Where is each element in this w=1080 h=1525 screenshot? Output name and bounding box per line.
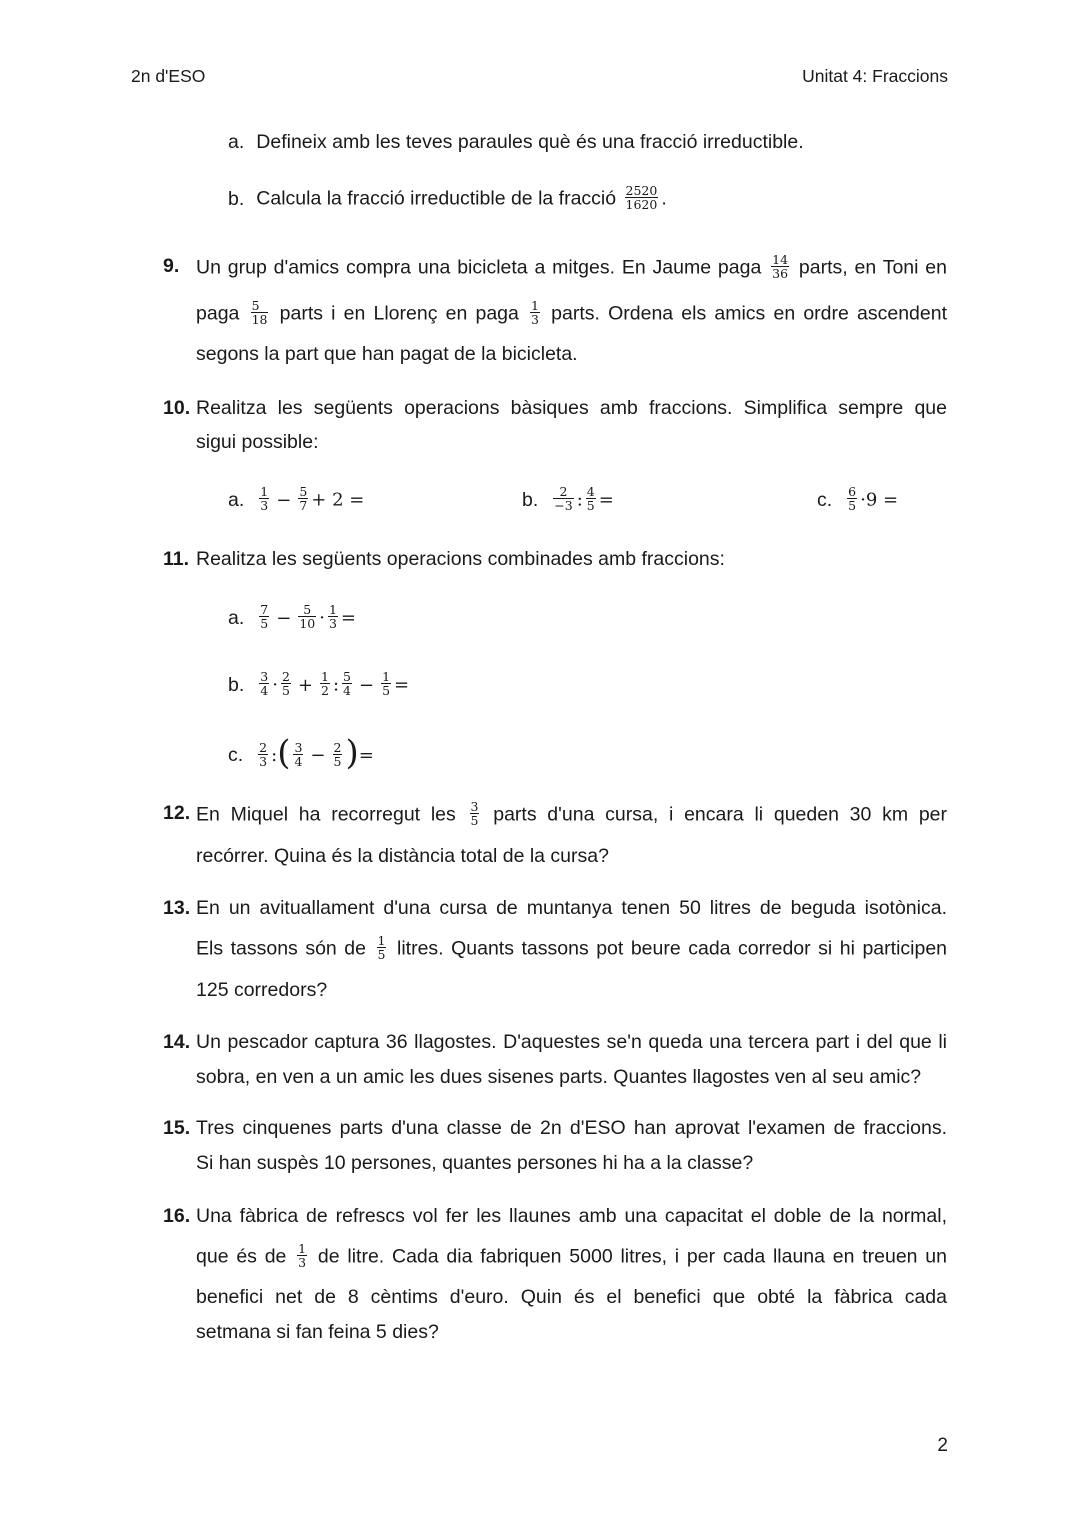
exercise-number: 15. (163, 1117, 191, 1139)
ex10-item-a: a. $\frac{1}{3}$ − $\frac{5}{7}$ + 2 = (228, 484, 365, 513)
ex15-line-2: Si han suspès 10 persones, quantes persones hi ha a la classe? (196, 1152, 754, 1174)
exercise-number: 11. (163, 548, 190, 570)
page-number: 2 (937, 1435, 948, 1456)
ex15-line-1: Tres cinquenes parts d'una classe de 2n d'ESO han aprovat l'examen de fraccions. (196, 1117, 947, 1139)
item-text: Defineix amb les teves paraules què és una fracció irreductible. (256, 131, 804, 153)
fraction: $\frac{2520}{1620}$ (625, 183, 658, 212)
ex13-line-2: Els tassons són de $\frac{1}{5}$ litres. Quants tassons pot beure cada corredor si hi participen (196, 933, 948, 962)
ex11-item-a: a. $\frac{7}{5}$ − $\frac{5}{10}$ · $\frac{1}{3}$ = (228, 602, 356, 631)
ex13-line-3: 125 corredors? (196, 979, 328, 1001)
fraction: $\frac{5}{7}$ (299, 484, 308, 513)
exercise-number: 10. (163, 397, 191, 419)
ex12-line-1: En Miquel ha recorregut les $\frac{3}{5}$ parts d'una cursa, i encara li queden 30 km per (196, 799, 948, 828)
fraction: $\frac{14}{36}$ (772, 252, 789, 281)
ex8-item-a (228, 131, 804, 154)
exercise-number: 12. (163, 802, 191, 824)
ex10-line-1: Realitza les següents operacions bàsiques amb fraccions. Simplifica sempre que (196, 397, 947, 419)
fraction: $\frac{4}{5}$ (586, 484, 595, 513)
ex16-line-2: que és de $\frac{1}{3}$ de litre. Cada dia fabriquen 5000 litres, i per cada llauna en treuen un (196, 1241, 947, 1270)
exercise-number: 14. (163, 1031, 191, 1053)
ex14-line-1: Un pescador captura 36 llagostes. D'aquestes se'n queda una tercera part i del que li (196, 1031, 947, 1053)
ex11-item-b: b. $\frac{3}{4}$ · $\frac{2}{5}$ + $\frac{1}{2}$ : $\frac{5}{4}$ − $\frac{1}{5}$ = (228, 669, 410, 698)
ex16-line-4: setmana si fan feina 5 dies? (196, 1321, 439, 1343)
exercise-number: 9. (163, 255, 180, 277)
ex14-line-2: sobra, en ven a un amic les dues sisenes parts. Quantes llagostes ven al seu amic? (196, 1066, 922, 1088)
fraction: $\frac{6}{5}$ (848, 484, 857, 513)
ex10-item-b: b. $\frac{2}{-3}$ : $\frac{4}{5}$ = (522, 484, 614, 513)
item-text: Calcula la fracció irreductible de la fracció (256, 187, 617, 210)
ex11-item-c: c. $\frac{2}{3}$ :( $\frac{3}{4}$ − $\frac{2}{5}$ )= (228, 733, 374, 773)
header-right: Unitat 4: Fraccions (802, 66, 948, 86)
ex8-item-b: b. Calcula la fracció irreductible de la fracció $\frac{2520}{1620}$ . (228, 183, 667, 212)
exercise-number: 13. (163, 897, 191, 919)
fraction: $\frac{5}{18}$ (251, 298, 268, 327)
item-label: a. (228, 131, 245, 153)
ex12-line-2: recórrer. Quina és la distància total de la cursa? (196, 845, 609, 867)
ex13-line-1: En un avituallament d'una cursa de muntanya tenen 50 litres de beguda isotònica. (196, 897, 947, 919)
ex9-line-2: paga $\frac{5}{18}$ parts i en Llorenç en paga $\frac{1}{3}$ parts. Ordena els amics en ordre ascendent (196, 298, 947, 327)
fraction: $\frac{3}{5}$ (470, 799, 479, 828)
exercise-number: 16. (163, 1205, 191, 1227)
ex11-text: Realitza les següents operacions combinades amb fraccions: (196, 548, 725, 570)
fraction: $\frac{1}{5}$ (377, 933, 386, 962)
fraction: $\frac{1}{3}$ (531, 298, 539, 327)
ex10-item-c: c. $\frac{6}{5}$ ·9 = (817, 484, 899, 513)
fraction: $\frac{1}{3}$ (260, 484, 269, 513)
ex16-line-1: Una fàbrica de refrescs vol fer les llaunes amb una capacitat el doble de la normal, (196, 1205, 947, 1227)
header-left: 2n d'ESO (131, 66, 206, 86)
ex16-line-3: benefici net de 8 cèntims d'euro. Quin és el benefici que obté la fàbrica cada (196, 1286, 947, 1308)
item-label: b. (228, 187, 245, 210)
fraction: $\frac{1}{3}$ (298, 1241, 307, 1270)
ex9-line-1: Un grup d'amics compra una bicicleta a mitges. En Jaume paga $\frac{14}{36}$ parts, en Toni en (196, 252, 947, 281)
ex10-line-2: sigui possible: (196, 431, 319, 453)
fraction: $\frac{2}{-3}$ (554, 484, 573, 513)
ex9-line-3: segons la part que han pagat de la bicicleta. (196, 343, 578, 365)
